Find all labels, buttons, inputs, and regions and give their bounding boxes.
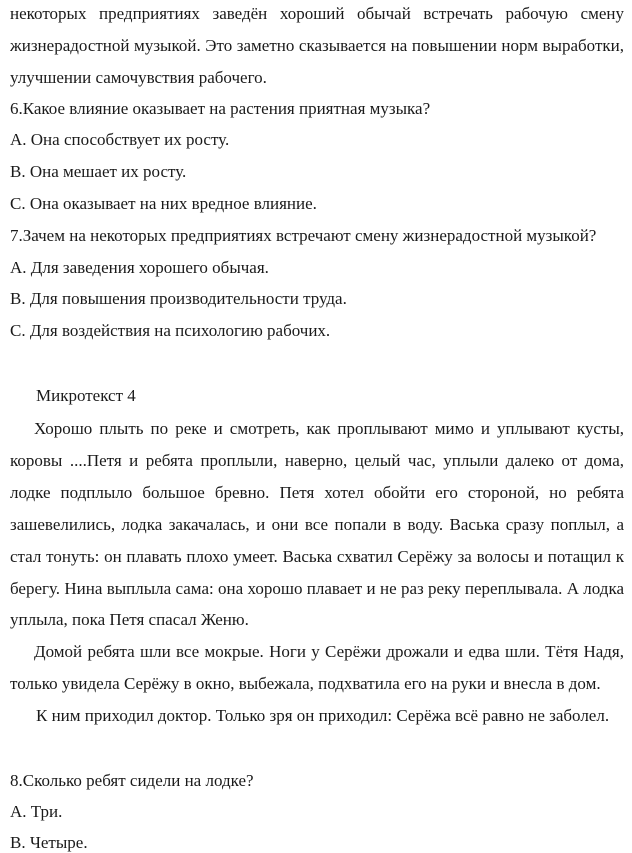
question-8-option-a: А. Три. [10, 802, 63, 821]
intro-paragraph-line: некоторых предприятиях заведён хороший обычай встречать рабочую смену [10, 4, 624, 23]
question-6-option-b: В. Она мешает их росту. [10, 162, 187, 181]
microtext-paragraph-line: берегу. Нина выплыла сама: она хорошо плавает и не раз реку переплывала. А лодка [10, 579, 624, 598]
intro-paragraph-line: жизнерадостной музыкой. Это заметно сказывается на повышении норм выработки, [10, 36, 624, 55]
question-7-option-b: В. Для повышения производительности труда. [10, 289, 347, 308]
question-8-text: 8.Сколько ребят сидели на лодке? [10, 771, 254, 790]
question-7-text: 7.Зачем на некоторых предприятиях встречают смену жизнерадостной музыкой? [10, 226, 597, 245]
microtext-paragraph-line: лодке подплыло большое бревно. Петя хотел обойти его стороной, но ребята [10, 483, 624, 502]
microtext-paragraph-line: только увидела Серёжу в окно, выбежала, подхватила его на руки и внесла в дом. [10, 674, 601, 693]
microtext-paragraph-line: зашевелились, лодка закачалась, и они все попали в воду. Васька сразу поплыл, а [10, 515, 624, 534]
question-6-option-c: С. Она оказывает на них вредное влияние. [10, 194, 317, 213]
question-6-option-a: А. Она способствует их росту. [10, 130, 230, 149]
microtext-paragraph-line: стал тонуть: он плавать плохо умеет. Васька схватил Серёжу за волосы и потащил к [10, 547, 624, 566]
question-7-option-a: А. Для заведения хорошего обычая. [10, 258, 269, 277]
microtext-paragraph-line: Домой ребята шли все мокрые. Ноги у Серёжи дрожали и едва шли. Тётя Надя, [34, 642, 624, 661]
microtext-paragraph-line: Хорошо плыть по реке и смотреть, как проплывают мимо и уплывают кусты, [34, 419, 624, 438]
question-7-option-c: С. Для воздействия на психологию рабочих. [10, 321, 331, 340]
question-6-text: 6.Какое влияние оказывает на растения приятная музыка? [10, 99, 431, 118]
question-8-option-b: В. Четыре. [10, 833, 88, 852]
microtext-paragraph-line: уплыла, пока Петя спасал Женю. [10, 610, 249, 629]
microtext-heading: Микротекст 4 [36, 386, 136, 405]
microtext-paragraph-line: коровы ....Петя и ребята проплыли, наверно, целый час, уплыли далеко от дома, [10, 451, 624, 470]
microtext-paragraph-line: К ним приходил доктор. Только зря он приходил: Серёжа всё равно не заболел. [36, 706, 610, 725]
intro-paragraph-line: улучшении самочувствия рабочего. [10, 68, 267, 87]
